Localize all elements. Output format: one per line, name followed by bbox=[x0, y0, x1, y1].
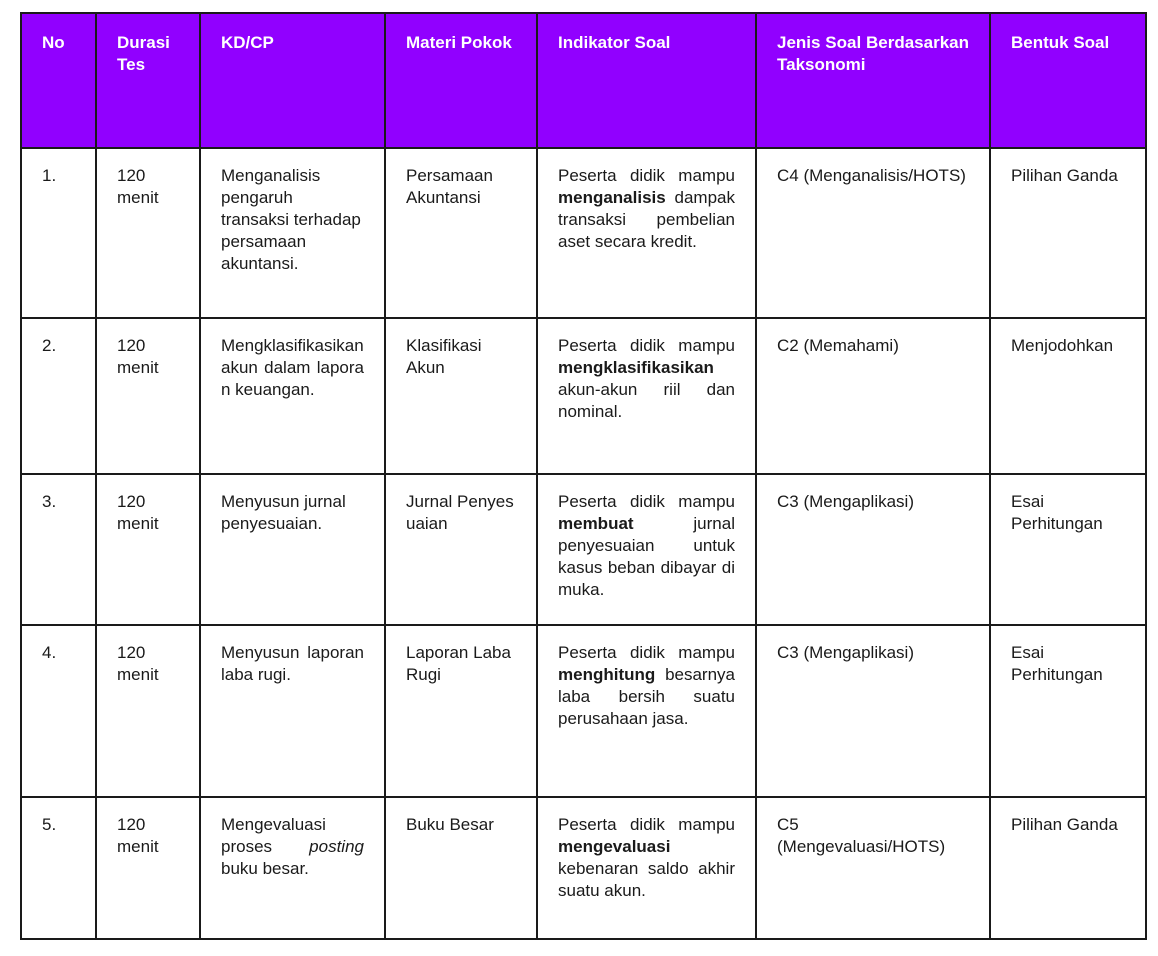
kd-italic-term: posting bbox=[309, 837, 364, 856]
indikator-text: dampak transaksi pembelian aset secara kredit. bbox=[558, 188, 735, 251]
cell-no: 4. bbox=[21, 625, 96, 797]
cell-bentuk: Esai Perhitungan bbox=[990, 625, 1146, 797]
indikator-text: Peserta didik mampu bbox=[558, 336, 735, 355]
table-row bbox=[21, 625, 1146, 797]
indikator-text: Peserta didik mampu bbox=[558, 166, 735, 185]
cell-no: 5. bbox=[21, 797, 96, 939]
kisi-kisi-table bbox=[20, 12, 1147, 940]
cell-materi: Laporan Laba Rugi bbox=[385, 625, 537, 797]
cell-materi: Buku Besar bbox=[385, 797, 537, 939]
cell-indikator bbox=[537, 625, 756, 797]
table-row bbox=[21, 474, 1146, 625]
cell-indikator bbox=[537, 797, 756, 939]
cell-no: 1. bbox=[21, 148, 96, 318]
cell-kd bbox=[200, 797, 385, 939]
cell-kd: Mengklasifikasikan akun dalam laporan keuangan. bbox=[200, 318, 385, 474]
indikator-verb: mengklasifikasikan bbox=[558, 358, 714, 377]
table-row bbox=[21, 797, 1146, 939]
table-row bbox=[21, 318, 1146, 474]
indikator-text: kebenaran saldo akhir suatu akun. bbox=[558, 859, 735, 900]
cell-materi: Jurnal Penyesuaian bbox=[385, 474, 537, 625]
header-materi: Materi Pokok bbox=[385, 13, 537, 148]
indikator-text: jurnal penyesuaian untuk kasus beban dibayar di muka. bbox=[558, 514, 735, 599]
table-row bbox=[21, 148, 1146, 318]
cell-durasi: 120 menit bbox=[96, 797, 200, 939]
indikator-verb: membuat bbox=[558, 514, 634, 533]
header-kd: KD/CP bbox=[200, 13, 385, 148]
indikator-text: Peserta didik mampu bbox=[558, 492, 735, 511]
cell-no: 3. bbox=[21, 474, 96, 625]
indikator-verb: menghitung bbox=[558, 665, 656, 684]
kd-text: buku besar. bbox=[221, 859, 309, 878]
cell-jenis: C3 (Mengaplikasi) bbox=[756, 474, 990, 625]
indikator-text: Peserta didik mampu bbox=[558, 643, 735, 662]
cell-indikator bbox=[537, 474, 756, 625]
header-no: No bbox=[21, 13, 96, 148]
indikator-verb: menganalisis bbox=[558, 188, 666, 207]
cell-bentuk: Menjodohkan bbox=[990, 318, 1146, 474]
cell-bentuk: Pilihan Ganda bbox=[990, 797, 1146, 939]
cell-durasi: 120 menit bbox=[96, 318, 200, 474]
cell-kd: Menganalisis pengaruh transaksi terhadap persamaan akuntansi. bbox=[200, 148, 385, 318]
indikator-text: Peserta didik mampu bbox=[558, 815, 735, 834]
cell-jenis: C5 (Mengevaluasi/HOTS) bbox=[756, 797, 990, 939]
header-jenis: Jenis Soal Berdasarkan Taksonomi bbox=[756, 13, 990, 148]
cell-bentuk: Esai Perhitungan bbox=[990, 474, 1146, 625]
indikator-text: akun-akun riil dan nominal. bbox=[558, 380, 735, 421]
cell-materi: Klasifikasi Akun bbox=[385, 318, 537, 474]
cell-kd: Menyusun jurnal penyesuaian. bbox=[200, 474, 385, 625]
cell-jenis: C3 (Mengaplikasi) bbox=[756, 625, 990, 797]
cell-bentuk: Pilihan Ganda bbox=[990, 148, 1146, 318]
cell-no: 2. bbox=[21, 318, 96, 474]
cell-durasi: 120 menit bbox=[96, 148, 200, 318]
cell-durasi: 120 menit bbox=[96, 474, 200, 625]
header-bentuk: Bentuk Soal bbox=[990, 13, 1146, 148]
header-row bbox=[21, 13, 1146, 148]
cell-indikator bbox=[537, 148, 756, 318]
header-durasi: Durasi Tes bbox=[96, 13, 200, 148]
cell-materi: Persamaan Akuntansi bbox=[385, 148, 537, 318]
cell-jenis: C4 (Menganalisis/HOTS) bbox=[756, 148, 990, 318]
header-indikator: Indikator Soal bbox=[537, 13, 756, 148]
indikator-text: besarnya laba bersih suatu perusahaan jasa. bbox=[558, 665, 735, 728]
cell-kd: Menyusun laporan laba rugi. bbox=[200, 625, 385, 797]
indikator-verb: mengevaluasi bbox=[558, 837, 671, 856]
cell-jenis: C2 (Memahami) bbox=[756, 318, 990, 474]
kd-text: Mengevaluasi proses bbox=[221, 815, 326, 856]
cell-indikator bbox=[537, 318, 756, 474]
cell-durasi: 120 menit bbox=[96, 625, 200, 797]
